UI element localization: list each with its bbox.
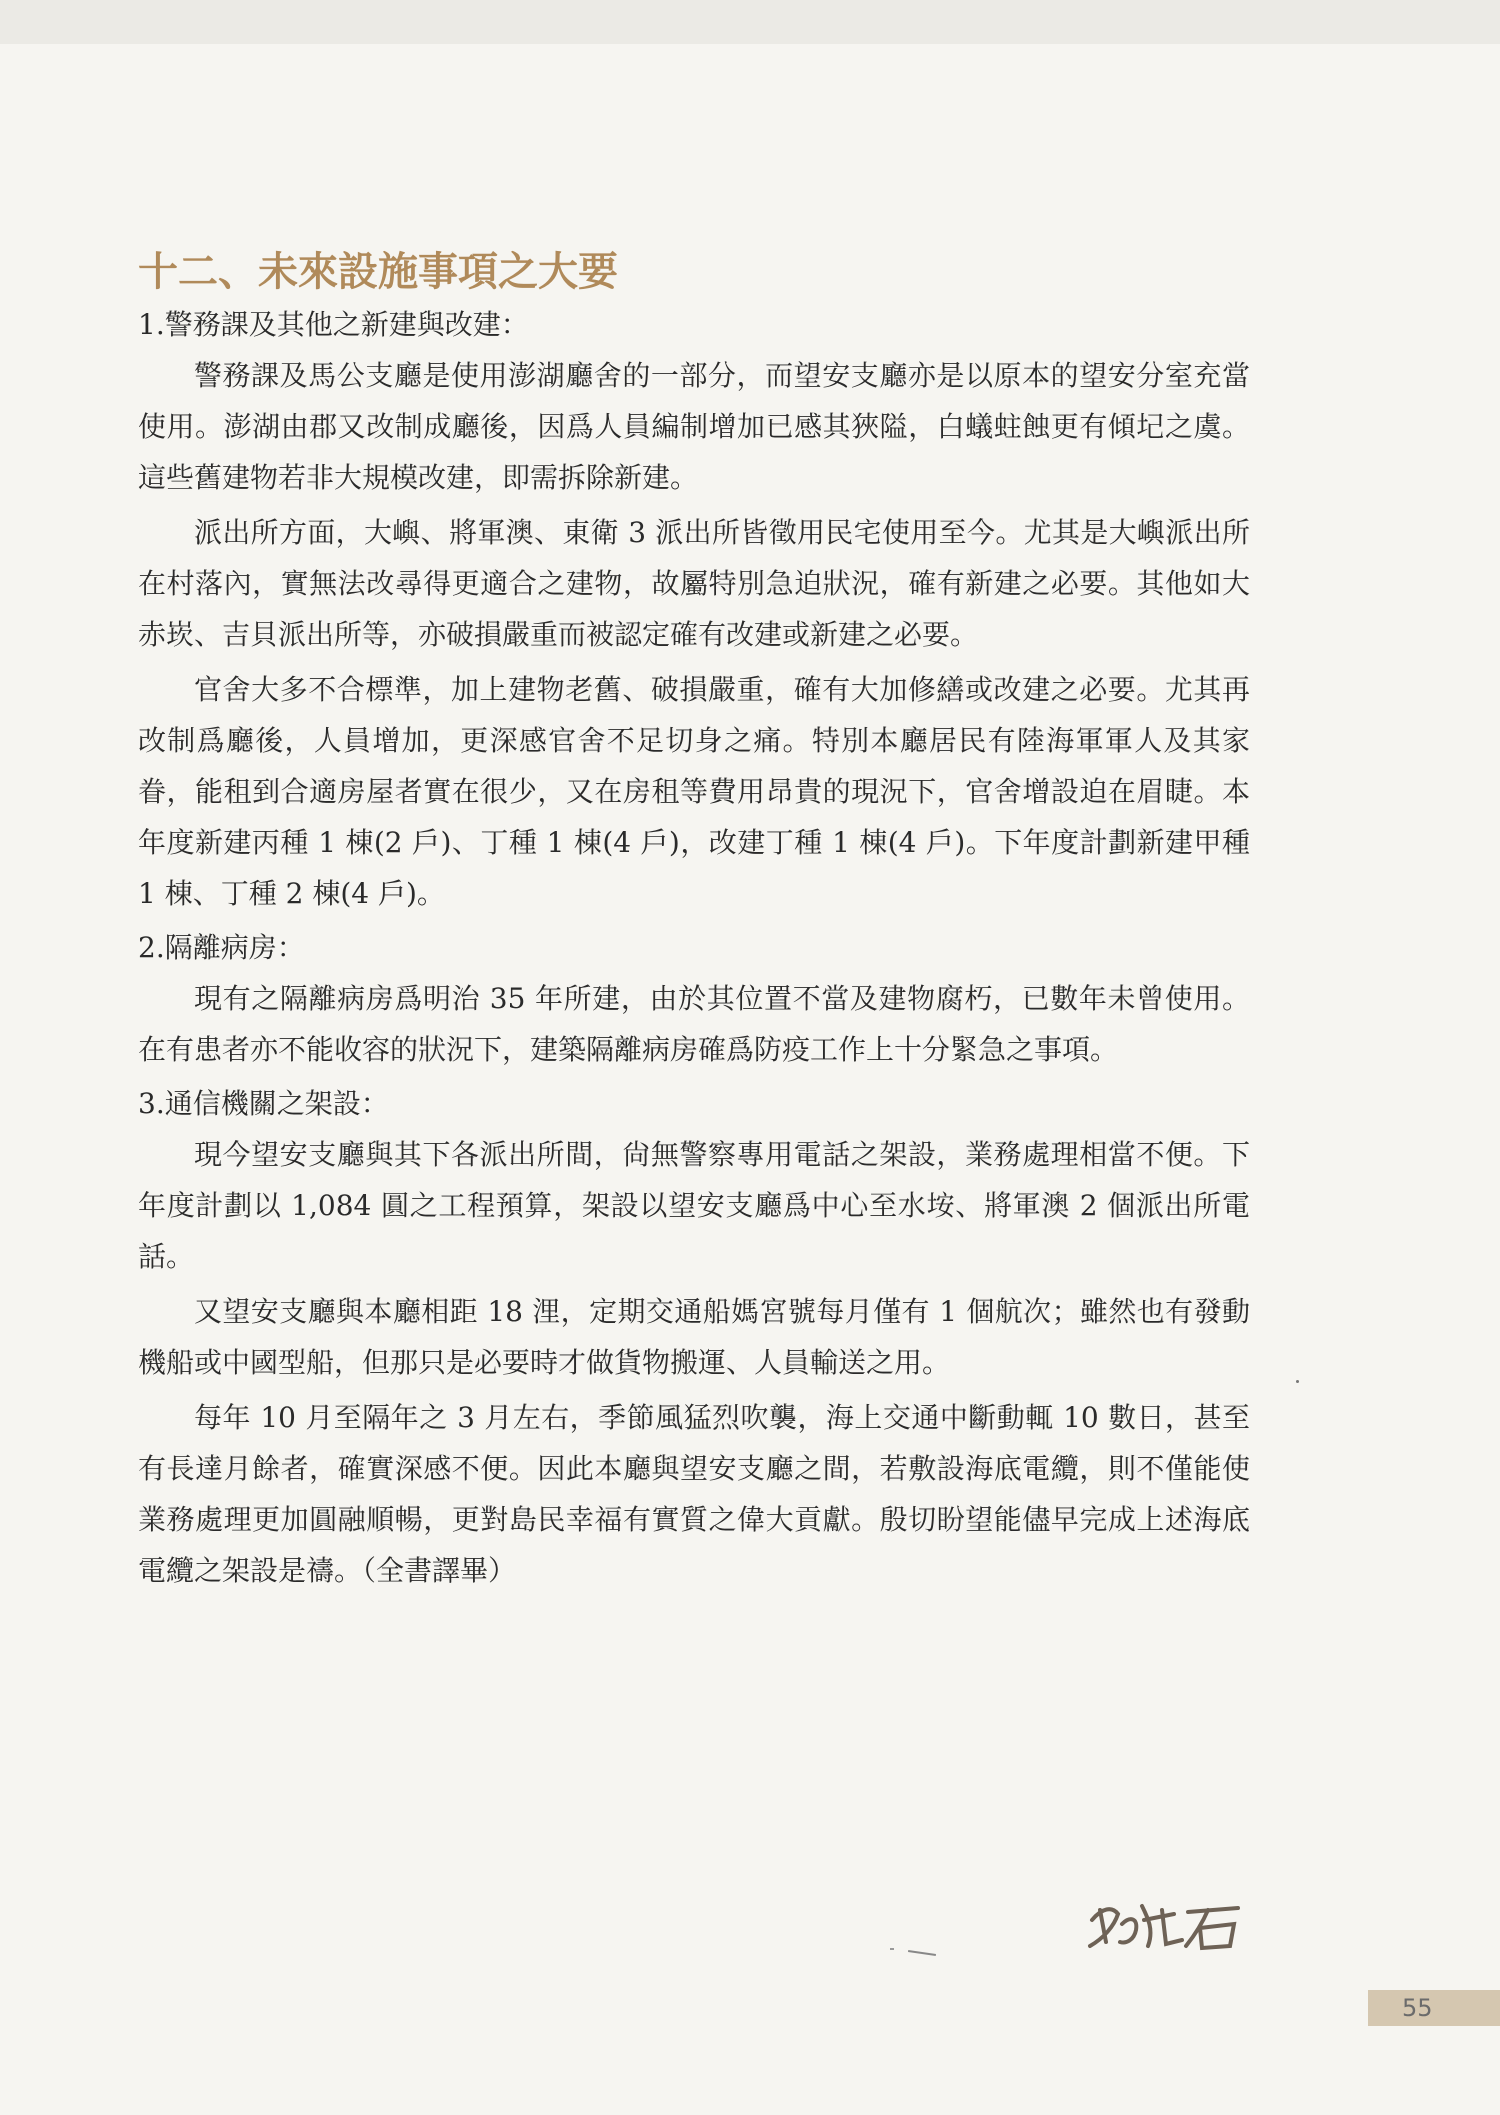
signature-brush-icon — [1078, 1890, 1248, 1960]
scan-speck — [1296, 1380, 1299, 1383]
subsection-title-2: 2.隔離病房： — [138, 931, 305, 964]
paragraph: 每年 10 月至隔年之 3 月左右，季節風猛烈吹襲，海上交通中斷動輒 10 數日，甚至有長達月餘者，確實深感不便。因此本廳與望安支廳之間，若敷設海底電纜，則不僅能使業務處理更加圓融順暢，更對島民幸福有實質之偉大貢獻。殷切盼望能儘早完成上述海底電纜之架設是禱。（全書譯畢） — [138, 1401, 1250, 1587]
paragraph: 派出所方面，大嶼、將軍澳、東衛 3 派出所皆徵用民宅使用至今。尤其是大嶼派出所在村落內，實無法改尋得更適合之建物，故屬特別急迫狀況，確有新建之必要。其他如大赤崁、吉貝派出所等，亦破損嚴重而被認定確有改建或新建之必要。 — [138, 516, 1250, 651]
signature-mark — [1078, 1890, 1248, 1960]
top-band — [0, 0, 1500, 44]
subsection-title-1: 1.警務課及其他之新建與改建： — [138, 308, 529, 341]
paragraph: 現今望安支廳與其下各派出所間，尙無警察專用電話之架設，業務處理相當不便。下年度計劃以 1,084 圓之工程預算，架設以望安支廳爲中心至水垵、將軍澳 2 個派出所電話。 — [138, 1138, 1250, 1273]
subsection-title-3: 3.通信機關之架設： — [138, 1087, 389, 1120]
document-body — [138, 246, 1250, 1600]
paragraph: 又望安支廳與本廳相距 18 浬，定期交通船媽宮號每月僅有 1 個航次；雖然也有發動機船或中國型船，但那只是必要時才做貨物搬運、人員輸送之用。 — [138, 1295, 1250, 1379]
paragraph: 警務課及馬公支廳是使用澎湖廳舍的一部分，而望安支廳亦是以原本的望安分室充當使用。澎湖由郡又改制成廳後，因爲人員編制增加已感其狹隘，白蟻蛀蝕更有傾圮之虞。這些舊建物若非大規模改建，即需拆除新建。 — [138, 359, 1250, 494]
section-heading: 十二、未來設施事項之大要 — [138, 249, 618, 295]
page-number: 55 — [1402, 1994, 1433, 2022]
scan-speck — [890, 1948, 894, 1950]
paragraph: 官舍大多不合標準，加上建物老舊、破損嚴重，確有大加修繕或改建之必要。尤其再改制爲廳後，人員增加，更深感官舍不足切身之痛。特別本廳居民有陸海軍軍人及其家眷，能租到合適房屋者實在很少，又在房租等費用昂貴的現況下，官舍增設迫在眉睫。本年度新建丙種 1 棟(2 戶)、丁種 1 棟(4 戶)，改建丁種 1 棟(4 戶)。下年度計劃新建甲種 1 棟、丁種 2 棟(4 戶)。 — [138, 673, 1250, 910]
paragraph: 現有之隔離病房爲明治 35 年所建，由於其位置不當及建物腐朽，已數年未曾使用。在有患者亦不能收容的狀況下，建築隔離病房確爲防疫工作上十分緊急之事項。 — [138, 982, 1250, 1066]
scan-speck — [908, 1950, 936, 1956]
page-number-tab — [1368, 1990, 1500, 2026]
